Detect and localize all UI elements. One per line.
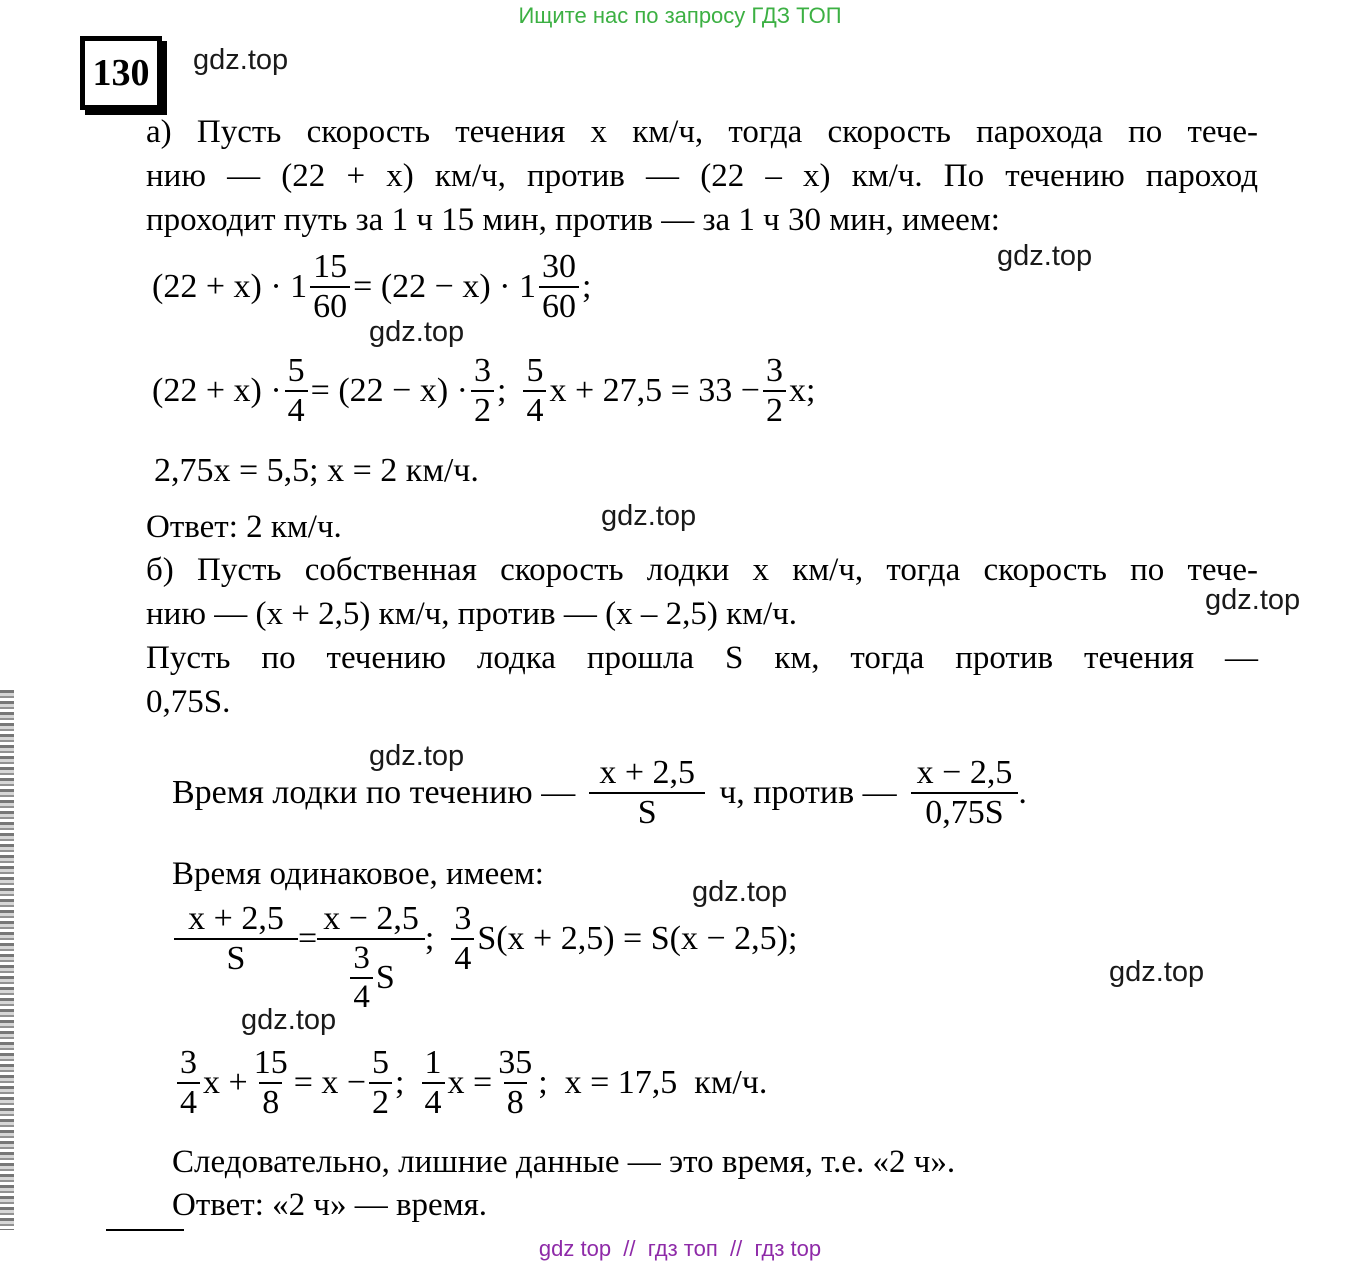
eq2-middle-2: x + 27,5 = 33 − (549, 372, 760, 409)
eq5-part-c: x = (447, 1064, 493, 1101)
time-fraction-1: $\frac{x + 2,5}{S}$ (592, 756, 702, 830)
problem-number: 130 (92, 52, 150, 94)
eq2-fraction-3: $\frac{5}{4}$ (523, 354, 546, 428)
watermark: gdz.top (193, 44, 289, 76)
watermark: gdz.top (997, 240, 1093, 272)
eq5-separator: ; (395, 1064, 405, 1101)
watermark: gdz.top (601, 500, 697, 532)
equation-5 (174, 1046, 767, 1120)
eq5-fraction-1: $\frac{3}{4}$ (177, 1046, 200, 1120)
eq4-fraction-2: x − 2,5 $\frac{3}{4}$ S (320, 902, 422, 1014)
watermark: gdz.top (1109, 956, 1205, 988)
eq4-rest: S(x + 2,5) = S(x − 2,5); (477, 920, 798, 957)
part-a-line-2: нию — (22 + x) км/ч, против — (22 – x) км/ч. По течению пароход (146, 158, 1258, 194)
part-a-line-3: проходит путь за 1 ч 15 мин, против — за 1 ч 30 мин, имеем: (146, 202, 1000, 238)
eq5-fraction-5: $\frac{35}{8}$ (498, 1044, 533, 1121)
divider (106, 1229, 184, 1231)
watermark: gdz.top (1205, 584, 1301, 616)
part-b-line-4: 0,75S. (146, 684, 231, 720)
part-b-line-1: б) Пусть собственная скорость лодки x км/ч, тогда скорость по тече- (146, 552, 1258, 588)
eq2-middle: = (22 − x) · (310, 372, 468, 409)
eq4-fraction-1: $\frac{x + 2,5}{S}$ (177, 902, 295, 976)
eq2-fraction-2: $\frac{3}{2}$ (471, 354, 494, 428)
time-prefix: Время лодки по течению — (172, 774, 576, 811)
eq2-fraction-1: $\frac{5}{4}$ (285, 354, 308, 428)
scan-edge (0, 690, 14, 1230)
time-middle: ч, против — (719, 774, 897, 811)
eq2-end: x; (788, 372, 816, 409)
part-b-line-2: нию — (x + 2,5) км/ч, против — (x – 2,5) км/ч. (146, 596, 798, 632)
eq1-fraction-2: $\frac{30}{60}$ (539, 250, 579, 324)
footer-watermark: gdz top // гдз топ // гдз top (538, 1236, 822, 1261)
watermark: gdz.top (369, 740, 465, 772)
eq4-separator: ; (424, 920, 435, 957)
time-fraction-2: $\frac{x - 2,5}{0,75S}$ (914, 756, 1016, 830)
part-b-line-3: Пусть по течению лодка прошла S км, тогда против течения — (146, 640, 1258, 676)
part-a-line-1: а) Пусть скорость течения x км/ч, тогда скорость парохода по тече- (146, 114, 1258, 150)
time-expression (172, 756, 1027, 830)
eq1-left: (22 + x) · 1 (152, 268, 308, 305)
eq2-left: (22 + x) · (152, 372, 282, 409)
eq1-end: ; (581, 268, 592, 305)
eq2-fraction-4: $\frac{3}{2}$ (763, 354, 786, 428)
conclusion: Следовательно, лишние данные — это время, т.е. «2 ч». (172, 1144, 956, 1180)
eq1-middle: = (22 − x) · 1 (353, 268, 536, 305)
eq1-fraction-1: $\frac{15}{60}$ (310, 250, 350, 324)
eq4-fraction-3: $\frac{3}{4}$ (451, 902, 474, 976)
search-banner: Ищите нас по запросу ГДЗ ТОП (518, 3, 842, 28)
watermark: gdz.top (241, 1004, 337, 1036)
same-time-line: Время одинаковое, имеем: (172, 856, 544, 892)
eq5-fraction-3: $\frac{5}{2}$ (369, 1046, 392, 1120)
watermark: gdz.top (692, 876, 788, 908)
time-end: . (1018, 774, 1027, 811)
eq4-nested-fraction: $\frac{3}{4}$ (350, 942, 373, 1014)
equation-2 (152, 354, 815, 428)
eq2-separator: ; (496, 372, 507, 409)
equation-4 (174, 902, 797, 1014)
eq5-part-b: = x − (293, 1064, 367, 1101)
eq5-part-a: x + (203, 1064, 248, 1101)
eq5-fraction-2: $\frac{15}{8}$ (253, 1044, 288, 1121)
part-a-answer: Ответ: 2 км/ч. (146, 509, 342, 545)
problem-number-box (80, 36, 162, 110)
equation-3: 2,75x = 5,5; x = 2 км/ч. (154, 452, 479, 489)
eq5-end: ; x = 17,5 км/ч. (538, 1064, 768, 1101)
equation-1 (152, 250, 591, 324)
part-b-answer: Ответ: «2 ч» — время. (172, 1187, 488, 1223)
eq5-fraction-4: $\frac{1}{4}$ (422, 1046, 445, 1120)
eq4-equals: = (298, 920, 318, 957)
watermark: gdz.top (369, 316, 465, 348)
